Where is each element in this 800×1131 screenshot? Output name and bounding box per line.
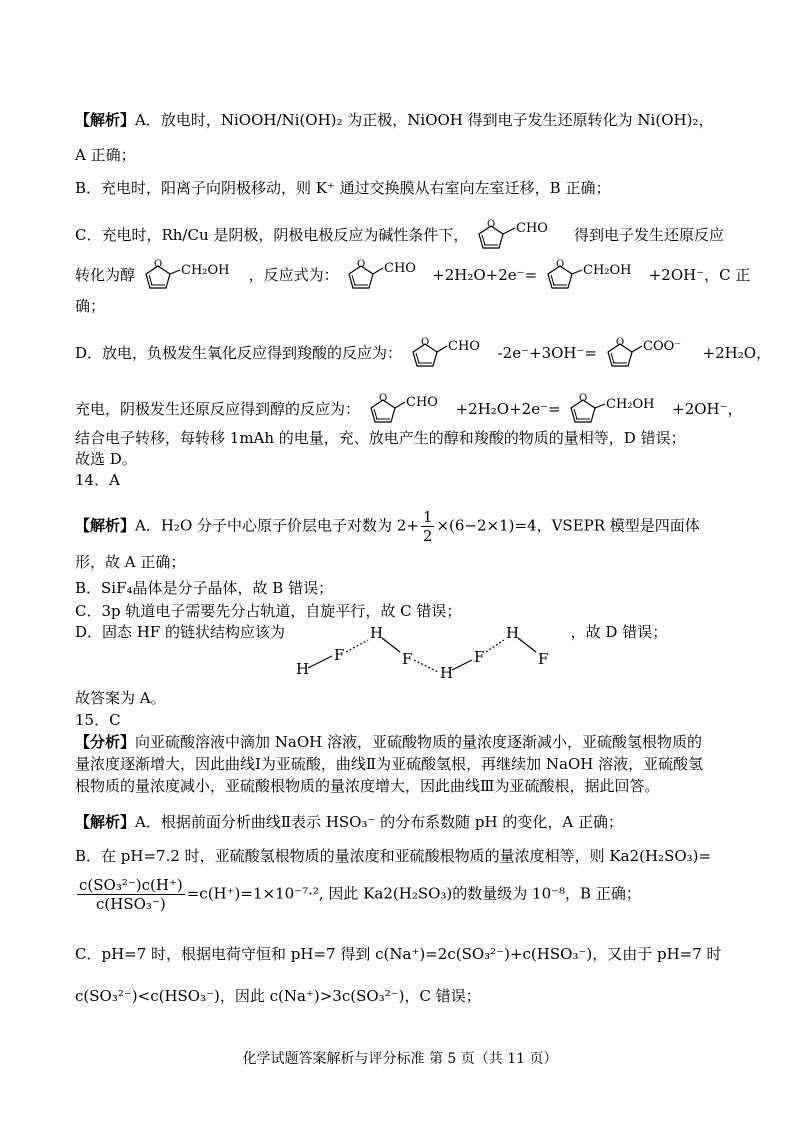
svg-text:O: O (420, 337, 430, 348)
svg-text:CHO: CHO (516, 221, 549, 236)
q14-line-A2: 形，故 A 正确； (75, 553, 186, 571)
q13-line-C2: 转化为醇 O CH₂OH ，反应式为： O CHO +2H₂O+2e⁻= O CH₂OH +2OH⁻，C 正 (75, 258, 750, 294)
q14-line-D: D．固态 HF 的链状结构应该为 H F H F H F H F ，故 D 错误； (75, 623, 668, 680)
svg-text:CH₂OH: CH₂OH (180, 263, 230, 278)
q15-line-B2: $\frac{\text{c(SO₃²⁻)c(H⁺)}}{\text{c(HSO₃⁻)}}$ =c(H⁺)=1×10⁻⁷·², 因此 Ka2(H₂SO₃)的数量级为 10⁻⁸，B 正确； (79, 876, 641, 913)
svg-text:O: O (579, 393, 588, 404)
q14-number: 14．A (75, 471, 120, 489)
q15-analysis-1: 【分析】向亚硫酸溶液中滴加 NaOH 溶液，亚硫酸物质的量浓度逐渐减小，亚硫酸氢根物质的 (75, 733, 703, 751)
furfural-structure (367, 392, 449, 428)
fraction-one-half: $\frac{1}{2}$ (422, 508, 433, 545)
q15-line-B1: B．在 pH=7.2 时，亚硫酸氢根物质的量浓度和亚硫酸根物质的量浓度相等，则 Ka2(H₂SO₃)= (75, 847, 712, 865)
q13-line-A: 【解析】A．放电时，NiOOH/Ni(OH)₂ 为正极，NiOOH 得到电子发生还原转化为 Ni(OH)₂， (75, 111, 714, 129)
svg-text:CH₂OH: CH₂OH (606, 397, 655, 412)
q13-line-D1: D．放电，负极发生氧化反应得到羧酸的反应为： O CHO -2e⁻+3OH⁻= O COO⁻ +2H₂O， (75, 336, 771, 372)
svg-text:H: H (439, 664, 453, 680)
svg-text:F: F (333, 646, 345, 664)
q14-answer: 故答案为 A。 (75, 689, 166, 707)
svg-text:CHO: CHO (405, 395, 438, 410)
furfuryl-alcohol-structure (142, 258, 242, 294)
q13-line-D2: 充电，阴极发生还原反应得到醇的反应为： O CHO +2H₂O+2e⁻= O CH₂OH +2OH⁻， (75, 392, 743, 428)
page-footer: 化学试题答案解析与评分标准 第 5 页（共 11 页） (242, 1051, 558, 1067)
svg-text:O: O (153, 259, 162, 270)
q14-line-C: C．3p 轨道电子需要先分占轨道，自旋平行，故 C 错误； (75, 602, 462, 620)
q13-line-A2: A 正确； (75, 146, 136, 164)
q15-line-C2: c(SO₃²⁻)<c(HSO₃⁻)，因此 c(Na⁺)>3c(SO₃²⁻)，C 错误； (75, 987, 481, 1005)
svg-text:O: O (615, 337, 624, 348)
svg-text:F: F (473, 648, 485, 666)
svg-text:H: H (295, 660, 309, 678)
furfural-structure (345, 258, 425, 294)
svg-text:F: F (537, 650, 549, 668)
svg-text:CHO: CHO (384, 261, 417, 276)
hf-chain-structure (292, 624, 564, 680)
q15-line-A: 【解析】A．根据前面分析曲线Ⅱ表示 HSO₃⁻ 的分布系数随 pH 的变化，A 正确； (75, 813, 623, 831)
svg-text:O: O (378, 393, 387, 404)
svg-text:CHO: CHO (447, 339, 480, 354)
ka2-fraction: $\frac{\text{c(SO₃²⁻)c(H⁺)}}{\text{c(HSO₃⁻)}}$ (79, 876, 183, 913)
svg-text:O: O (487, 219, 496, 230)
q15-analysis-3: 根物质的量浓度减小，亚硫酸根物质的量浓度增大，因此曲线Ⅲ为亚硫酸根，据此回答。 (75, 777, 660, 795)
q13-line-B: B．充电时，阳离子向阴极移动，则 K⁺ 通过交换膜从右室向左室迁移，B 正确； (75, 179, 611, 197)
svg-text:CH₂OH: CH₂OH (582, 263, 632, 278)
q15-analysis-2: 量浓度逐渐增大，因此曲线Ⅰ为亚硫酸，曲线Ⅱ为亚硫酸氢根，再继续加 NaOH 溶液，亚硫酸氢 (75, 755, 704, 773)
svg-text:H: H (369, 624, 383, 642)
q13-line-D4: 故选 D。 (75, 450, 137, 468)
furoate-structure (604, 336, 696, 372)
svg-text:H: H (505, 624, 519, 642)
q13-line-D3: 结合电子转移，每转移 1mAh 的电量，充、放电产生的醇和羧酸的物质的量相等，D 错误； (75, 429, 686, 447)
svg-text:O: O (357, 259, 366, 270)
svg-text:F: F (401, 650, 413, 668)
q14-line-A: 【解析】A．H₂O 分子中心原子价层电子对数为 2+ $\frac{1}{2}$ ×(6−2×1)=4，VSEPR 模型是四面体 (75, 508, 700, 545)
q14-line-B: B．SiF₄晶体是分子晶体，故 B 错误； (75, 579, 334, 597)
q13-line-C3: 确； (75, 297, 106, 315)
furfural-structure (409, 336, 491, 372)
svg-text:COO⁻: COO⁻ (642, 339, 681, 354)
furfuryl-alcohol-structure (567, 392, 665, 428)
q13-line-C1: C．充电时，Rh/Cu 是阴极，阴极电极反应为碱性条件下， O CHO 得到电子发生还原反应 (75, 218, 724, 254)
q15-number: 15．C (75, 711, 121, 729)
q15-line-C1: C．pH=7 时，根据电荷守恒和 pH=7 得到 c(Na⁺)=2c(SO₃²⁻)+c(HSO₃⁻)，又由于 pH=7 时 (75, 945, 722, 963)
svg-text:O: O (555, 259, 565, 270)
analysis-label: 【解析】 (75, 111, 136, 129)
furfuryl-alcohol-structure (544, 258, 642, 294)
furfural-structure (475, 218, 567, 254)
